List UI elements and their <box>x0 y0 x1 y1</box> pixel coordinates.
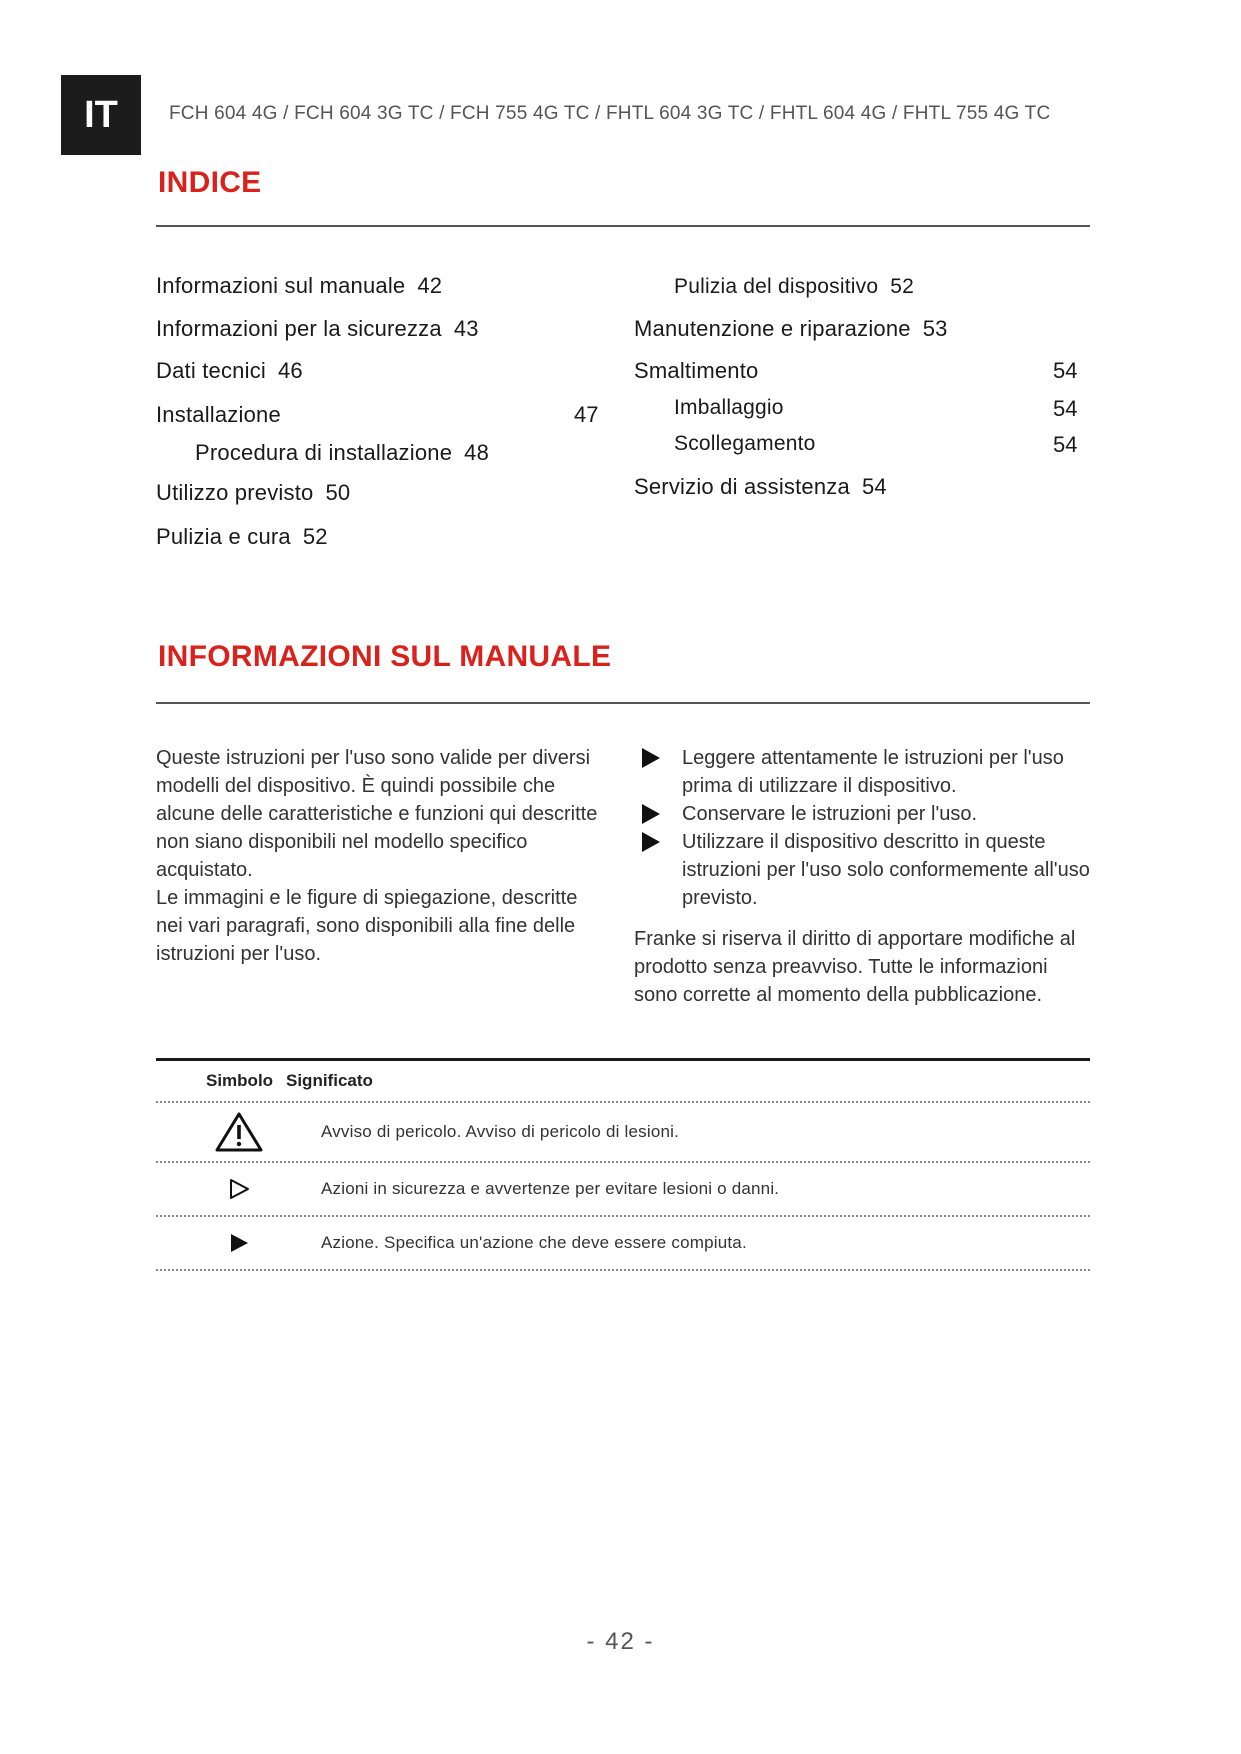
action-arrow-icon <box>642 804 660 824</box>
page-number: - 42 - <box>586 1628 655 1655</box>
symbol-meaning: Azione. Specifica un'azione che deve essere compiuta. <box>321 1233 747 1252</box>
index-title: INDICE <box>158 166 262 199</box>
toc-subentry[interactable]: Procedura di installazione 48 <box>195 440 490 465</box>
table-header <box>156 1061 1090 1101</box>
symbol-meaning: Azioni in sicurezza e avvertenze per evitare lesioni o danni. <box>321 1179 780 1198</box>
disclaimer-text: Franke si riserva il diritto di apportare modifiche al prodotto senza preavviso. Tutte le informazioni sono corrette al momento della pubblicazione. <box>634 928 1076 1006</box>
toc-entry[interactable]: Utilizzo previsto 50 <box>156 480 351 505</box>
toc-entry[interactable]: Smaltimento <box>634 358 759 383</box>
toc-entry[interactable]: Pulizia e cura 52 <box>156 524 328 549</box>
list-item: Conservare le istruzioni per l'uso. <box>642 800 1092 828</box>
toc-entry-page: 47 <box>574 402 599 427</box>
outline-triangle-icon <box>156 1178 321 1200</box>
instruction-list <box>642 744 1092 912</box>
table-row <box>156 1161 1090 1215</box>
index-divider <box>156 225 1090 227</box>
toc-entry[interactable]: Manutenzione e riparazione 53 <box>634 316 948 341</box>
manual-intro-text: Queste istruzioni per l'uso sono valide per diversi modelli del dispositivo. È quindi possibile che alcune delle caratteristiche e funzioni qui descritte non siano disponibili nel modello specifico acquistato. Le immagini e le figure di spiegazione, descritte nei vari paragrafi, sono disponibili alla fine delle istruzioni per l'uso. <box>156 747 598 965</box>
manual-section-title: INFORMAZIONI SUL MANUALE <box>158 640 612 673</box>
toc-entry-page: 54 <box>1053 432 1078 457</box>
manual-divider <box>156 702 1090 704</box>
toc-entry-page: 54 <box>1053 358 1078 383</box>
toc-subentry[interactable]: Scollegamento <box>674 432 816 455</box>
toc-entry[interactable]: Dati tecnici 46 <box>156 358 303 383</box>
language-badge: IT <box>61 75 141 155</box>
toc-entry[interactable]: Informazioni sul manuale 42 <box>156 273 443 298</box>
toc-subentry[interactable]: Pulizia del dispositivo 52 <box>674 275 914 298</box>
table-row <box>156 1215 1090 1271</box>
toc-entry-page: 54 <box>1053 396 1078 421</box>
symbol-meaning: Avviso di pericolo. Avviso di pericolo di lesioni. <box>321 1122 680 1141</box>
table-row <box>156 1101 1090 1161</box>
list-item: Leggere attentamente le istruzioni per l'uso prima di utilizzare il dispositivo. <box>642 744 1092 800</box>
model-list: FCH 604 4G / FCH 604 3G TC / FCH 755 4G TC / FHTL 604 3G TC / FHTL 604 4G / FHTL 755 4G TC <box>169 103 1051 124</box>
toc-entry[interactable]: Installazione <box>156 402 281 427</box>
list-item: Utilizzare il dispositivo descritto in queste istruzioni per l'uso solo conformemente all'uso previsto. <box>642 828 1092 912</box>
action-arrow-icon <box>642 748 660 768</box>
warning-triangle-icon <box>156 1111 321 1153</box>
filled-triangle-icon <box>156 1232 321 1254</box>
header-symbol: Simbolo <box>206 1071 274 1090</box>
toc-entry[interactable]: Servizio di assistenza 54 <box>634 474 887 499</box>
header-meaning: Significato <box>286 1071 373 1090</box>
toc-entry[interactable]: Informazioni per la sicurezza 43 <box>156 316 479 341</box>
symbol-table <box>156 1058 1090 1271</box>
action-arrow-icon <box>642 832 660 852</box>
toc-subentry[interactable]: Imballaggio <box>674 396 784 419</box>
